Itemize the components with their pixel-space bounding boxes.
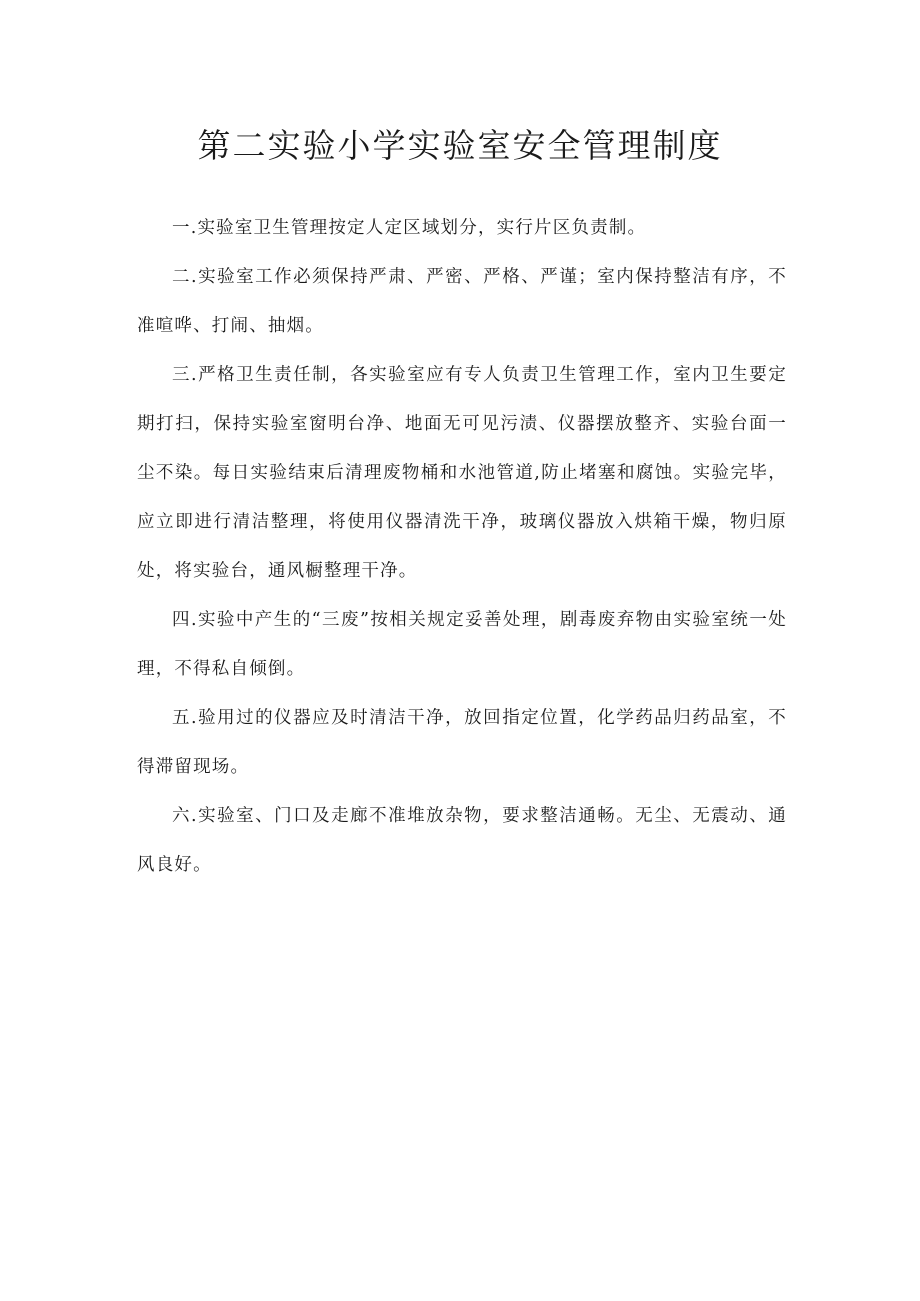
paragraph-5: 五.验用过的仪器应及时清洁干净，放回指定位置，化学药品归药品室，不得滞留现场。 <box>137 708 787 777</box>
paragraph-1: 一.实验室卫生管理按定人定区域划分，实行片区负责制。 <box>172 218 647 238</box>
document-title: 第二实验小学实验室安全管理制度 <box>197 126 723 165</box>
paragraph-2: 二.实验室工作必须保持严肃、严密、严格、严谨；室内保持整洁有序，不准喧哗、打闹、抽烟。 <box>137 267 787 336</box>
paragraph-6: 六.实验室、门口及走廊不准堆放杂物，要求整洁通畅。无尘、无震动、通风良好。 <box>137 806 787 875</box>
paragraph-4: 四.实验中产生的“三废”按相关规定妥善处理，剧毒废弃物由实验室统一处理，不得私自倾倒。 <box>137 610 787 679</box>
document-body <box>137 204 787 890</box>
paragraph-3: 三.严格卫生责任制，各实验室应有专人负责卫生管理工作，室内卫生要定期打扫，保持实验室窗明台净、地面无可见污渍、仪器摆放整齐、实验台面一尘不染。每日实验结束后清理废物桶和水池管道,防止堵塞和腐蚀。实验完毕，应立即进行清洁整理，将使用仪器清洗干净，玻璃仪器放入烘箱干燥，物归原处，将实验台，通风橱整理干净。 <box>137 365 787 581</box>
